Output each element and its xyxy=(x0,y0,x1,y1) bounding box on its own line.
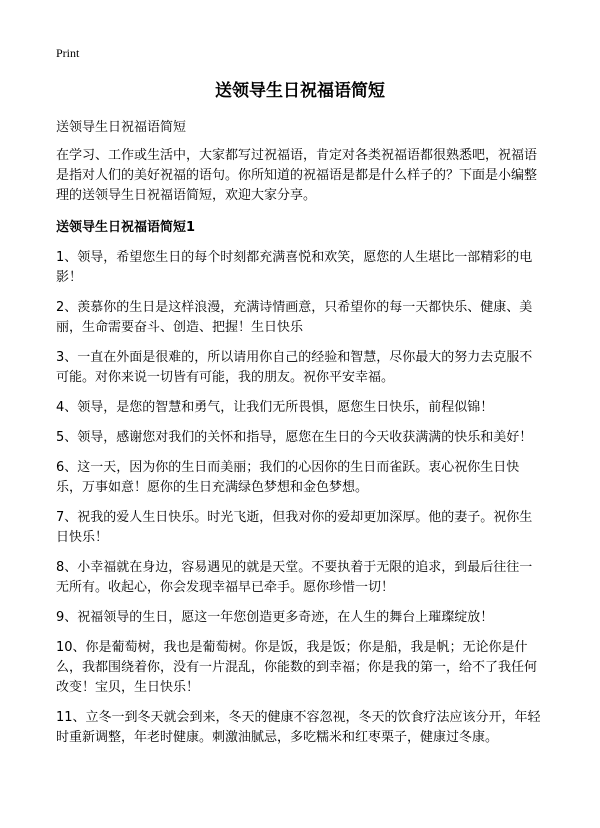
list-item: 9、祝福领导的生日，愿这一年您创造更多奇迹，在人生的舞台上璀璨绽放！ xyxy=(56,610,494,625)
article-subtitle: 送领导生日祝福语简短 xyxy=(56,120,187,135)
list-item: 6、这一天，因为你的生日而美丽；我们的心因你的生日而雀跃。衷心祝你生日快乐，万事如意！愿你的生日充满绿色梦想和金色梦想。 xyxy=(56,460,520,495)
list-item: 11、立冬一到冬天就会到来，冬天的健康不容忽视，冬天的饮食疗法应该分开，年轻时重新调整，年老时健康。刺激油腻忌，多吃糯米和红枣栗子，健康过冬康。 xyxy=(56,710,541,745)
print-link[interactable]: Print xyxy=(56,46,80,60)
page-title: 送领导生日祝福语简短 xyxy=(215,81,385,101)
list-item: 8、小幸福就在身边，容易遇见的就是天堂。不要执着于无限的追求，到最后往往一无所有。收起心，你会发现幸福早已牵手。愿你珍惜一切！ xyxy=(56,560,533,595)
list-item: 4、领导，是您的智慧和勇气，让我们无所畏惧，愿您生日快乐，前程似锦！ xyxy=(56,400,494,415)
list-item: 7、祝我的爱人生日快乐。时光飞逝，但我对你的爱却更加深厚。他的妻子。祝你生日快乐！ xyxy=(56,510,533,545)
article-body xyxy=(56,118,544,758)
list-item: 3、一直在外面是很难的，所以请用你自己的经验和智慧，尽你最大的努力去克服不可能。对你来说一切皆有可能，我的朋友。祝你平安幸福。 xyxy=(56,350,533,385)
list-item: 2、羡慕你的生日是这样浪漫，充满诗情画意，只希望你的每一天都快乐、健康、美丽，生命需要奋斗、创造、把握！生日快乐 xyxy=(56,300,533,335)
list-item: 5、领导，感谢您对我们的关怀和指导，愿您在生日的今天收获满满的快乐和美好！ xyxy=(56,430,533,445)
section-heading: 送领导生日祝福语简短1 xyxy=(56,220,196,235)
list-item: 10、你是葡萄树，我也是葡萄树。你是饭，我是饭；你是船，我是帆；无论你是什么，我都围绕着你，没有一片混乱，你能数的到幸福；你是我的第一，给不了我任何改变！宝贝，生日快乐！ xyxy=(56,640,538,695)
list-item: 1、领导，希望您生日的每个时刻都充满喜悦和欢笑，愿您的人生堪比一部精彩的电影！ xyxy=(56,250,533,285)
intro-paragraph: 在学习、工作或生活中，大家都写过祝福语，肯定对各类祝福语都很熟悉吧，祝福语是指对人们的美好祝福的语句。你所知道的祝福语是都是什么样子的？下面是小编整理的送领导生日祝福语简短，欢迎大家分享。 xyxy=(56,148,538,203)
